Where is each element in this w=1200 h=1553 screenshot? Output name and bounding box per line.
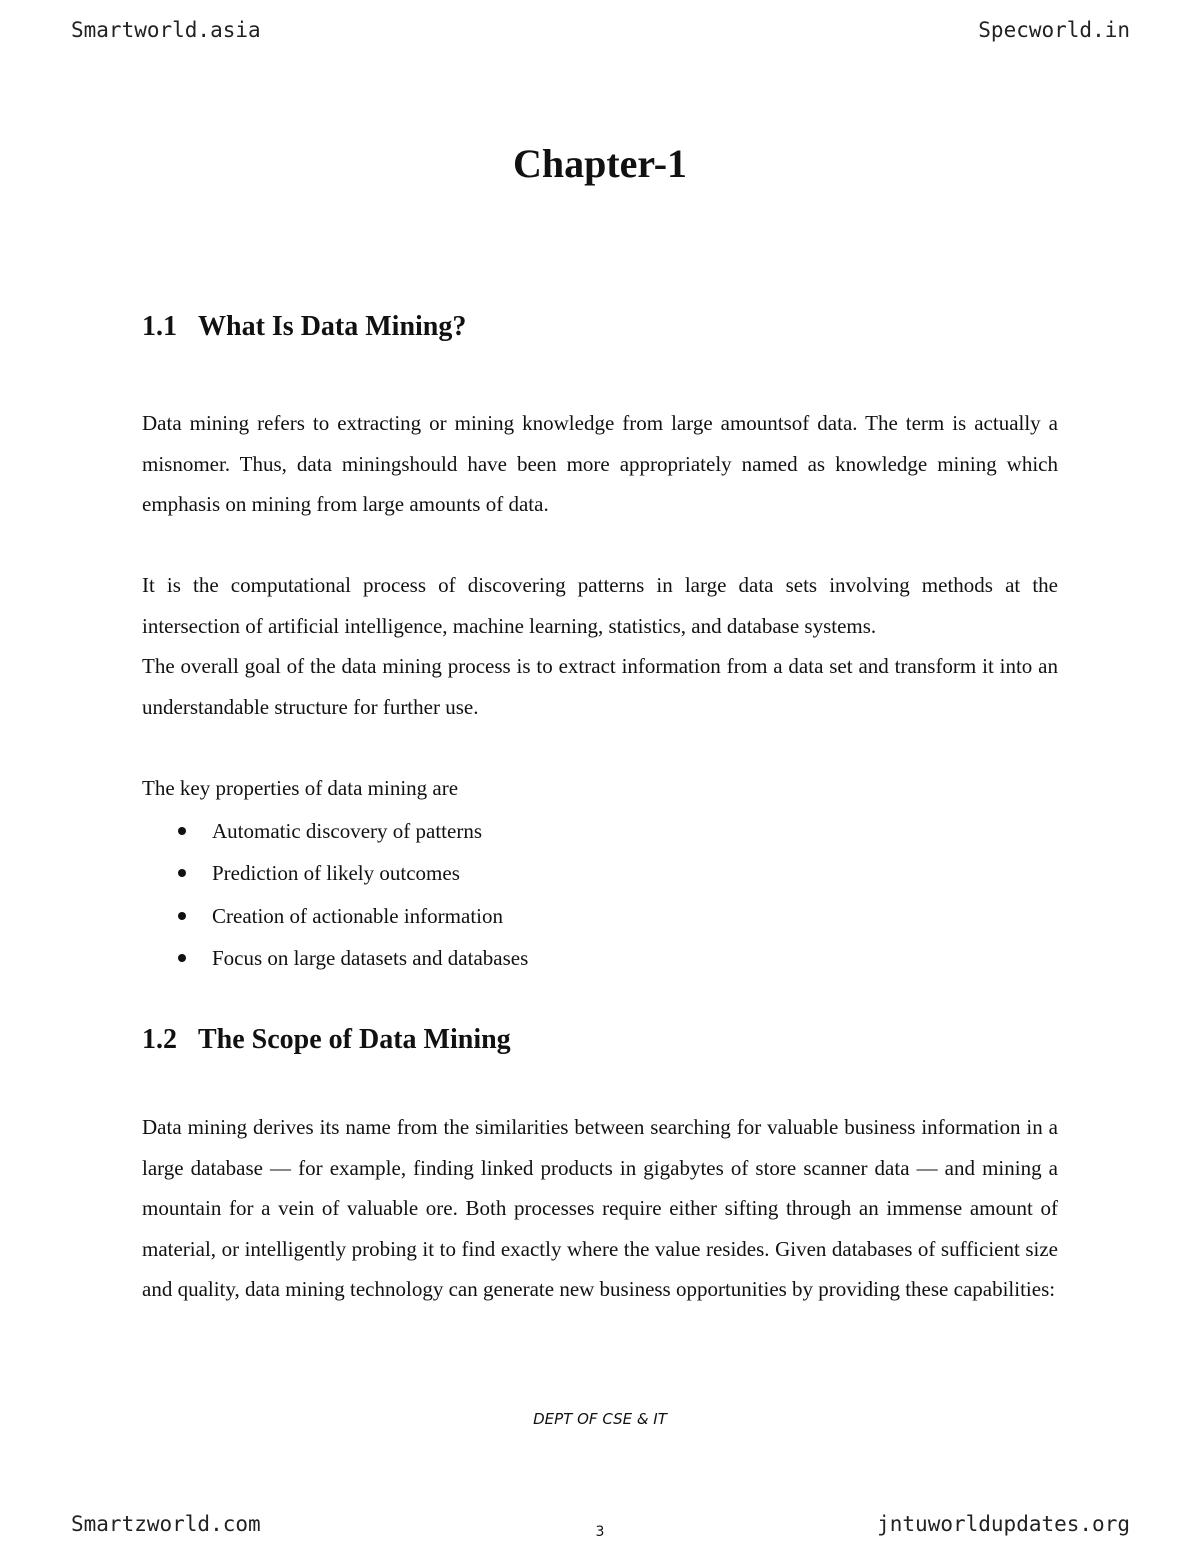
section-heading-1-1 (142, 311, 466, 343)
list-item: Prediction of likely outcomes (142, 852, 528, 894)
section-number: 1.1 (142, 311, 177, 342)
watermark-bottom-right: jntuworldupdates.org (877, 1512, 1130, 1536)
section-number: 1.2 (142, 1024, 177, 1055)
paragraph-computational-process: It is the computational process of discovering patterns in large data sets involving methods at the intersection of artificial intelligence, machine learning, statistics, and database systems. (142, 573, 1058, 638)
paragraph-overall-goal: The overall goal of the data mining process is to extract information from a data set and transform it into an understandable structure for further use. (142, 654, 1058, 719)
paragraph-scope: Data mining derives its name from the similarities between searching for valuable business information in a large database — for example, finding linked products in gigabytes of store scanner data — and mining a mountain for a vein of valuable ore. Both processes require either sifting through an immense amount of material, or intelligently probing it to find exactly where the value resides. Given databases of sufficient size and quality, data mining technology can generate new business opportunities by providing these capabilities: (142, 1115, 1058, 1301)
footer-department: DEPT OF CSE & IT (533, 1410, 667, 1428)
chapter-title: Chapter-1 (512, 141, 688, 186)
key-properties-list (142, 810, 528, 979)
section-title: The Scope of Data Mining (198, 1024, 511, 1055)
section-title: What Is Data Mining? (198, 311, 467, 342)
watermark-bottom-left: Smartzworld.com (71, 1512, 261, 1536)
paragraph-definition: Data mining refers to extracting or mining knowledge from large amountsof data. The term is actually a misnomer. Thus, data miningshould have been more appropriately named as knowledge mining which emphasis on mining from large amounts of data. (142, 411, 1058, 516)
list-item: Automatic discovery of patterns (142, 810, 528, 852)
list-item: Focus on large datasets and databases (142, 937, 528, 979)
section-heading-1-2 (142, 1024, 511, 1056)
page-number: 3 (595, 1524, 605, 1540)
list-item: Creation of actionable information (142, 895, 528, 937)
watermark-top-right: Specworld.in (978, 18, 1130, 42)
paragraph-key-properties-intro: The key properties of data mining are (142, 776, 459, 800)
watermark-top-left: Smartworld.asia (71, 18, 261, 42)
